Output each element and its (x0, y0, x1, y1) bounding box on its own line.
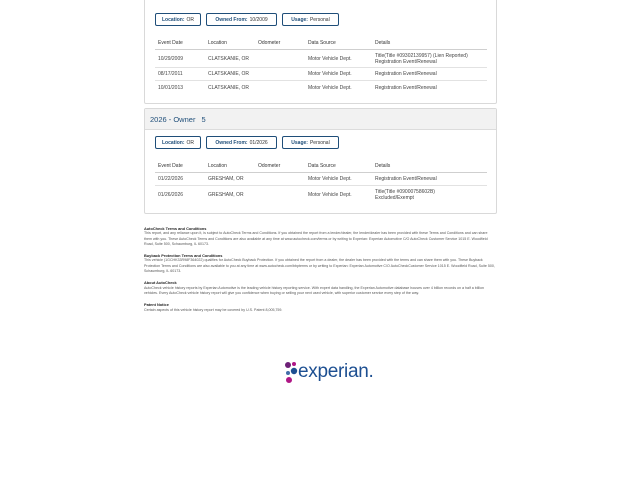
cell-details: Registration Event/Renewal (375, 176, 437, 182)
cell-details: Title(Title #09302139957) (Lien Reported) Registration Event/Renewal (375, 52, 468, 65)
about-heading: About AutoCheck (144, 280, 177, 286)
experian-dots-icon (284, 360, 298, 384)
cell-source: Motor Vehicle Dept. (308, 71, 352, 77)
cell-location: CLATSKANIE, OR (208, 55, 250, 62)
cell-source: Motor Vehicle Dept. (308, 55, 352, 62)
history-table (155, 160, 487, 204)
col-data-source: Data Source (308, 40, 336, 46)
history-table (155, 37, 487, 94)
cell-date: 08/17/2011 (158, 71, 183, 77)
col-details: Details (375, 40, 391, 46)
col-data-source: Data Source (308, 163, 336, 169)
cell-location: CLATSKANIE, OR (208, 71, 250, 77)
usage-pill: Usage: Personal (282, 136, 339, 149)
terms-text: This report, and any reliance upon it, is subject to AutoCheck Terms and Conditions. If you obtained the report from a lender/dealer, the lender/dealer has been provided with these Terms and Conditions and can share them with you. These AutoCheck Terms and Conditions are also available at any time at www.autocheck.com/terms or by writing to Experian: Experian Automotive C/O AutoCheck Customer Service 1015 E. Woodfield Road, Suite 500, Schaumburg, IL 60173. (144, 231, 488, 246)
cell-date: 01/22/2026 (158, 176, 184, 182)
owner-title: 2026 - Owner (150, 114, 196, 124)
owner-number: 5 (201, 114, 206, 124)
col-location: Location (208, 163, 227, 169)
table-row (155, 173, 487, 186)
cell-details: Registration Event/Renewal (375, 84, 437, 91)
patent-text: Certain aspects of this vehicle history report may be covered by U.S. Patent 8,005,759. (144, 307, 283, 312)
cell-source: Motor Vehicle Dept. (308, 84, 352, 91)
location-pill: Location: OR (155, 136, 201, 149)
cell-date: 01/26/2026 (158, 192, 184, 198)
owner-card-5 (144, 108, 497, 214)
cell-date: 10/01/2013 (158, 84, 184, 91)
terms-heading: AutoCheck Terms and Conditions (144, 226, 207, 231)
experian-logo (284, 360, 373, 384)
table-header (155, 160, 487, 173)
col-odometer: Odometer (258, 163, 281, 169)
owner-summary-pills (155, 136, 339, 149)
col-event-date: Event Date (158, 163, 183, 169)
col-details: Details (375, 163, 391, 169)
legal-notices (144, 226, 495, 319)
usage-pill: Usage: Personal (282, 13, 339, 26)
cell-location: GRESHAM, OR (208, 176, 244, 182)
owner-card-header (145, 109, 496, 130)
col-location: Location (208, 40, 227, 46)
table-header (155, 37, 487, 50)
cell-location: GRESHAM, OR (208, 192, 244, 198)
buyback-heading: Buyback Protection Terms and Conditions (144, 253, 223, 259)
owned-from-pill: Owned From: 10/2009 (206, 13, 277, 26)
cell-details: Title(Title #09000758602B) Excluded/Exempt (375, 189, 435, 201)
cell-location: CLATSKANIE, OR (208, 84, 250, 91)
table-row (155, 68, 487, 81)
owner-card-previous (144, 0, 497, 104)
location-pill: Location: OR (155, 13, 201, 26)
table-row (155, 50, 487, 68)
table-row (155, 186, 487, 204)
cell-source: Motor Vehicle Dept. (308, 176, 352, 182)
cell-details: Registration Event/Renewal (375, 71, 437, 77)
patent-heading: Patent Notice (144, 302, 169, 308)
cell-date: 10/29/2009 (158, 55, 184, 62)
col-odometer: Odometer (258, 40, 281, 46)
owner-summary-pills (155, 13, 339, 26)
table-row (155, 81, 487, 94)
col-event-date: Event Date (158, 40, 183, 46)
cell-source: Motor Vehicle Dept. (308, 192, 352, 198)
buyback-text: This vehicle (1GCHK33R98F364022) qualifies for AutoCheck Buyback Protection. If you obtained the report from a dealer, the dealer has been provided with the terms and can share them with you. These Buyback Protection Terms and Conditions are also available to you at any time at www.autocheck.com/bbpterms or by writing to Experian: Experian Automotive C/O AutoCheckCustomer Service 1015 E. Woodfield Road, Suite 500, Schaumburg, IL 60173. (144, 258, 495, 274)
owned-from-pill: Owned From: 01/2026 (206, 136, 277, 149)
about-text: AutoCheck vehicle history reports by Experian Automotive is the leading vehicle history reporting service. With expert data handling, the Experian Automotive database houses over 4 billion records on a half a billion vehicles. Every AutoCheck vehicle history report will give you confidence when buying or selling your next used vehicle, with superior customer service every step of the way. (144, 285, 484, 295)
experian-wordmark: experian. (298, 361, 374, 382)
